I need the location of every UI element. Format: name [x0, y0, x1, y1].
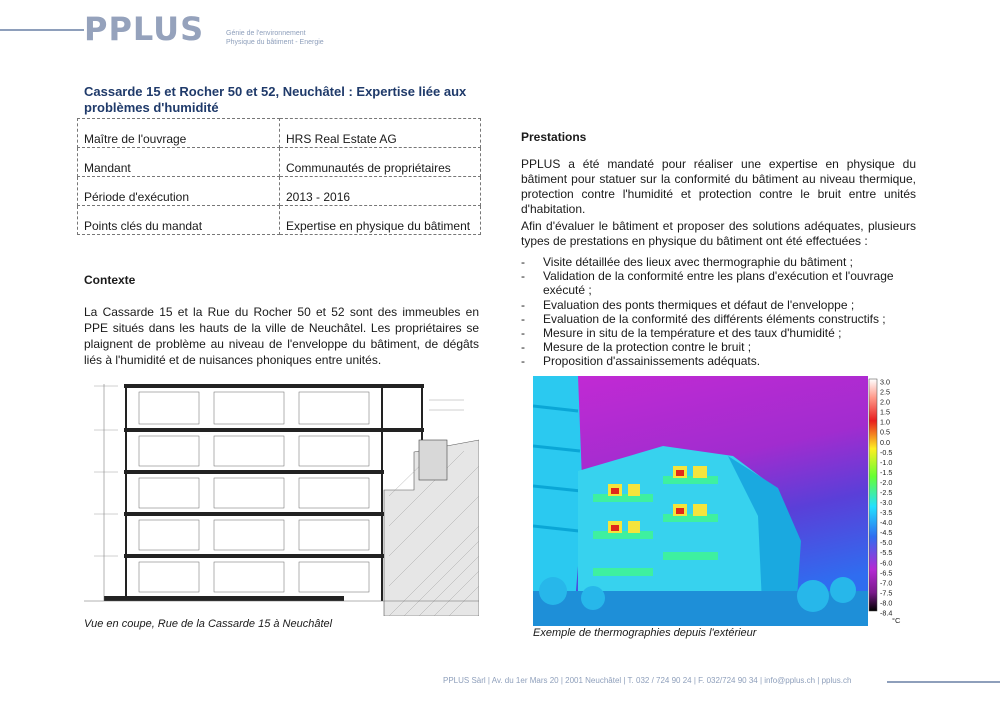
- scale-tick-label: -7.0: [880, 578, 893, 588]
- scale-tick-label: -2.0: [880, 477, 893, 487]
- scale-unit: °C: [892, 616, 901, 625]
- list-item-text: - Mesure in situ de la température et des taux d'humidité ;: [543, 326, 842, 341]
- scale-tick-label: -8.4: [880, 608, 893, 618]
- list-item: [521, 312, 916, 326]
- page-title: Cassarde 15 et Rocher 50 et 52, Neuchâtel : Expertise liée aux problèmes d'humidité: [84, 84, 467, 115]
- scale-tick-label: -1.5: [880, 467, 893, 477]
- scale-tick-label: -2.5: [880, 487, 893, 497]
- thermography-image: [533, 376, 868, 626]
- table-row: [78, 177, 481, 206]
- list-item: [521, 326, 916, 340]
- scale-tick-label: -3.0: [880, 498, 893, 508]
- info-value: 2013 - 2016: [280, 177, 481, 206]
- scale-tick-label: 3.0: [880, 377, 890, 387]
- info-value: Communautés de propriétaires: [280, 148, 481, 177]
- table-row: [78, 148, 481, 177]
- contexte-heading: Contexte: [84, 273, 136, 287]
- company-logo: PPLUS: [84, 10, 205, 48]
- info-value: HRS Real Estate AG: [280, 119, 481, 148]
- info-label: Points clés du mandat: [78, 206, 280, 235]
- temperature-scale: [868, 376, 912, 626]
- info-label: Maître de l'ouvrage: [78, 119, 280, 148]
- scale-tick-label: -1.0: [880, 457, 893, 467]
- scale-tick-label: -3.5: [880, 508, 893, 518]
- scale-tick-label: 0.0: [880, 437, 890, 447]
- thermography-caption: Exemple de thermographies depuis l'extérieur: [533, 627, 757, 639]
- list-item-text: - Evaluation des ponts thermiques et défaut de l'enveloppe ;: [543, 297, 855, 312]
- building-section-drawing: [84, 380, 479, 616]
- prestations-intro: PPLUS a été mandaté pour réaliser une expertise en physique du bâtiment pour statuer sur la conformité du bâtiment au niveau thermique, protection contre l'humidité et protection contre le bruit entre unités d'habitation.: [521, 157, 916, 216]
- scale-tick-label: -6.0: [880, 558, 893, 568]
- tagline-line-2: Physique du bâtiment - Energie: [226, 39, 324, 46]
- project-info-table: [77, 118, 481, 235]
- footer-contact: PPLUS Sàrl | Av. du 1er Mars 20 | 2001 Neuchâtel | T. 032 / 724 90 24 | F. 032/724 90 34 | info@pplus.ch | pplus.ch: [443, 676, 852, 685]
- info-label: Période d'exécution: [78, 177, 280, 206]
- scale-tick-label: -5.0: [880, 538, 893, 548]
- scale-tick-label: -4.0: [880, 518, 893, 528]
- prestations-heading: Prestations: [521, 130, 587, 144]
- scale-tick-label: -4.5: [880, 528, 893, 538]
- info-label: Mandant: [78, 148, 280, 177]
- scale-tick-label: -7.5: [880, 588, 893, 598]
- logo-rule: [0, 29, 84, 31]
- table-row: [78, 119, 481, 148]
- list-item-text: - Evaluation de la conformité des différents éléments constructifs ;: [543, 311, 886, 326]
- scale-tick-label: 2.0: [880, 397, 890, 407]
- list-item: [521, 269, 916, 297]
- list-item: [521, 354, 916, 368]
- prestations-details: Afin d'évaluer le bâtiment et proposer des solutions adéquates, plusieurs types de prestations en physique du bâtiment ont été effectuées :: [521, 219, 916, 248]
- list-item: [521, 255, 916, 269]
- scale-tick-label: 1.5: [880, 407, 890, 417]
- prestations-list: [521, 255, 916, 369]
- scale-tick-label: -5.5: [880, 548, 893, 558]
- scale-tick-label: -0.5: [880, 447, 893, 457]
- table-row: [78, 206, 481, 235]
- scale-tick-label: -6.5: [880, 568, 893, 578]
- scale-tick-label: -8.0: [880, 598, 893, 608]
- list-item-text: - Mesure de la protection contre le bruit ;: [543, 340, 752, 355]
- footer-rule: [887, 681, 1000, 683]
- scale-tick-label: 0.5: [880, 427, 890, 437]
- list-item-text: - Validation de la conformité entre les plans d'exécution et l'ouvrage exécuté ;: [543, 269, 894, 298]
- tagline-line-1: Génie de l'environnement: [226, 30, 306, 37]
- contexte-text: La Cassarde 15 et la Rue du Rocher 50 et 52 sont des immeubles en PPE situés dans les hauts de la ville de Neuchâtel. Les propriétaires se plaignent de problème au niveau de l'enveloppe du bâtiment, de dégâts liés à l'humidité et de nuisances phoniques entre unités.: [84, 305, 479, 367]
- company-tagline: [226, 29, 324, 47]
- list-item-text: - Proposition d'assainissements adéquats.: [543, 354, 761, 369]
- scale-tick-label: 2.5: [880, 387, 890, 397]
- list-item-text: - Visite détaillée des lieux avec thermographie du bâtiment ;: [543, 255, 853, 269]
- drawing-caption: Vue en coupe, Rue de la Cassarde 15 à Neuchâtel: [84, 618, 333, 630]
- list-item: [521, 298, 916, 312]
- scale-tick-label: 1.0: [880, 417, 890, 427]
- list-item: [521, 340, 916, 354]
- info-value: Expertise en physique du bâtiment: [280, 206, 481, 235]
